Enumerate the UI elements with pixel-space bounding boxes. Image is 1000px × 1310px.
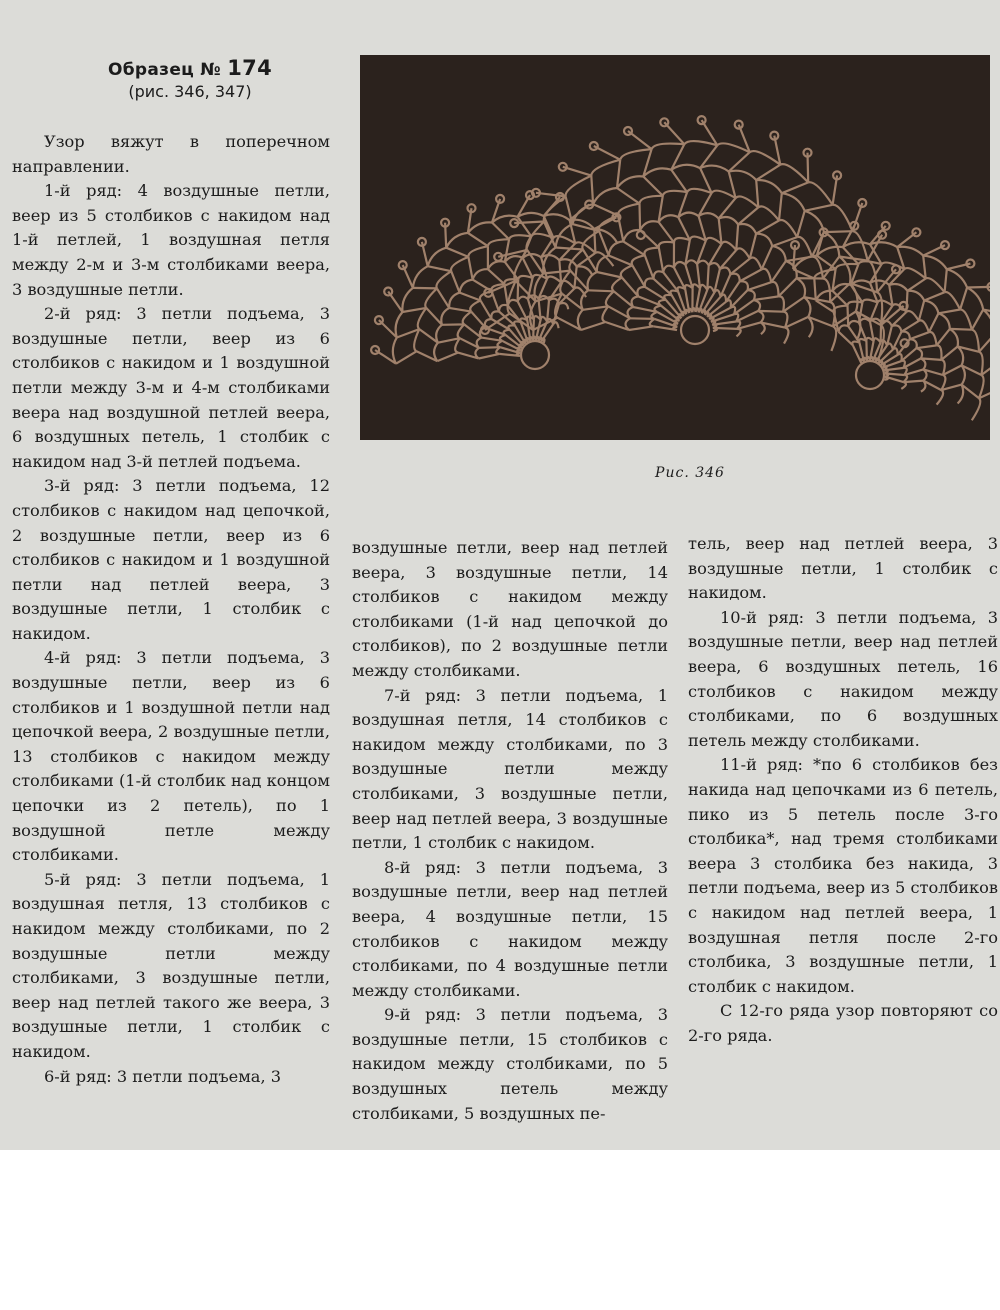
lace-loop bbox=[556, 231, 599, 250]
lace-loop bbox=[591, 176, 617, 205]
lace-loop bbox=[558, 310, 583, 330]
lace-loop bbox=[685, 240, 697, 265]
lace-loop bbox=[870, 303, 881, 323]
lace-loop bbox=[923, 369, 943, 380]
pattern-title bbox=[70, 56, 310, 80]
pattern-number: 174 bbox=[227, 56, 272, 80]
text-column-2 bbox=[352, 536, 668, 1126]
lace-mesh bbox=[371, 116, 990, 440]
paragraph: 8-й ряд: 3 петли подъема, 3 воздушные петли, веер над петлей веера, 4 воздушные петли, 15 столбиков с накидом между столбиками, по 4 воздушные петли между столбиками. bbox=[352, 857, 668, 1000]
lace-loop bbox=[643, 177, 687, 196]
paragraph: 2-й ряд: 3 петли подъема, 3 воздушные петли, веер из 6 столбиков с накидом и 1 воздушной петли между 3-м и 4-м столбиками веера над воздушной петлей веера, 6 воздушных петель, 1 столбик с накидом над 3-й петлей подъема. bbox=[12, 304, 330, 471]
lace-loop bbox=[921, 381, 941, 392]
lace-loop bbox=[750, 234, 762, 270]
lace-picot bbox=[698, 116, 706, 124]
lace-loop bbox=[438, 324, 464, 342]
paragraph: 1-й ряд: 4 воздушные петли, веер из 5 столбиков с накидом над 1-й петлей, 1 воздушная петля между 2-м и 3-м столбиками веера, 3 воздушные петли. bbox=[12, 181, 330, 299]
lace-loop bbox=[761, 322, 785, 334]
lace-loop bbox=[887, 326, 893, 349]
lace-loop bbox=[563, 160, 620, 176]
lace-loop bbox=[756, 165, 782, 194]
paragraph: воздушные петли, веер над петлей веера, 3 воздушные петли, 14 столбиков с накидом между столбиками (1-й над цепочкой до столбиков), по 2 воздушные петли между столбиками. bbox=[352, 538, 668, 680]
lace-loop bbox=[700, 168, 736, 198]
lace-loop bbox=[428, 257, 469, 271]
lace-loop bbox=[640, 204, 659, 231]
lace-loop bbox=[437, 288, 460, 308]
lace-fan-center bbox=[856, 361, 884, 389]
lace-loop bbox=[605, 318, 630, 330]
lace-loop bbox=[805, 205, 833, 232]
crochet-lace-image bbox=[360, 55, 990, 440]
lace-loop bbox=[877, 269, 896, 325]
lace-loop bbox=[536, 176, 591, 197]
lace-loop bbox=[678, 192, 698, 217]
lace-loop bbox=[617, 160, 643, 188]
lace-loop bbox=[697, 241, 709, 266]
lace-loop bbox=[451, 271, 472, 292]
lace-loop bbox=[700, 145, 729, 171]
lace-loop bbox=[979, 361, 990, 398]
lace-loop bbox=[499, 353, 520, 356]
lace-loop bbox=[916, 345, 936, 358]
lace-loop bbox=[458, 348, 479, 359]
lace-loop bbox=[426, 308, 449, 325]
lace-loop bbox=[850, 283, 877, 311]
lace-loop bbox=[697, 264, 707, 290]
lace-loop bbox=[643, 149, 671, 176]
lace-loop bbox=[853, 203, 868, 261]
pattern-figure-refs: (рис. 346, 347) bbox=[128, 82, 252, 101]
lace-loop bbox=[859, 303, 870, 323]
lace-loop bbox=[674, 243, 686, 268]
lace-picot bbox=[375, 316, 383, 324]
lace-loop bbox=[379, 312, 403, 338]
lace-loop bbox=[756, 221, 779, 247]
lace-loop bbox=[972, 310, 983, 352]
text-column-3 bbox=[688, 532, 998, 1048]
paragraph: 11-й ряд: *по 6 столбиков без накида над цепочками из 6 петель, пико из 5 петель после 3-го столбика*, над тремя столбиками веера 3 столбика без накида, 3 петли подъема, веер из 5 столбиков с накидом над петлей веера, 1 воздушная петля после 2-го столбика, 3 воздушные петли, 1 столбик с накидом. bbox=[688, 755, 999, 996]
lace-loop bbox=[446, 246, 488, 257]
lace-loop bbox=[962, 365, 982, 384]
lace-loop bbox=[808, 317, 833, 337]
lace-fan-center bbox=[681, 316, 709, 344]
lace-loop bbox=[709, 244, 722, 269]
lace-loop bbox=[960, 288, 972, 330]
lace-loop bbox=[779, 193, 797, 237]
lace-loop bbox=[939, 310, 961, 329]
lace-loop bbox=[782, 182, 808, 210]
paragraph: тель, веер над петлей веера, 3 воздушные петли, 1 столбик с накидом. bbox=[688, 534, 998, 603]
lace-loop bbox=[901, 381, 923, 389]
lace-loop bbox=[633, 306, 661, 312]
lace-loop bbox=[921, 358, 941, 369]
paragraph: 3-й ряд: 3 петли подъема, 12 столбиков с накидом над цепочкой, 2 воздушные петли, веер из 6 столбиков с накидом и 1 воздушной петли над петлей веера, 3 воздушные петли, 1 столбик с накидом. bbox=[12, 476, 330, 643]
lace-loop bbox=[645, 287, 672, 300]
lace-loop bbox=[597, 265, 633, 277]
lace-photo bbox=[360, 55, 990, 440]
lace-loop bbox=[417, 343, 438, 361]
lace-loop bbox=[719, 198, 738, 224]
lace-loop bbox=[541, 324, 553, 343]
lace-loop bbox=[713, 328, 737, 331]
lace-loop bbox=[629, 319, 655, 330]
lace-loop bbox=[609, 255, 645, 265]
lace-loop bbox=[870, 341, 874, 360]
lace-loop bbox=[851, 264, 870, 285]
lace-loop bbox=[833, 269, 851, 291]
lace-loop bbox=[758, 311, 783, 323]
lace-loop bbox=[983, 310, 990, 335]
lace-loop bbox=[449, 301, 480, 312]
paragraph: 5-й ряд: 3 петли подъема, 1 воздушная петля, 13 столбиков с накидом между столбиками, по 2 воздушные петли между столбиками, 3 воздушные петли, веер над петлей такого же веера, 3 воздушные петли, 1 столбик с накидом. bbox=[12, 869, 330, 1061]
paragraph: 6-й ряд: 3 петли подъема, 3 bbox=[44, 1066, 282, 1086]
lace-loop bbox=[699, 193, 719, 219]
lace-loop bbox=[754, 296, 779, 311]
lace-loop bbox=[897, 247, 926, 278]
lace-loop bbox=[460, 338, 482, 348]
lace-loop bbox=[958, 347, 979, 366]
lace-loop bbox=[950, 329, 972, 347]
lace-loop bbox=[468, 233, 509, 246]
lace-loop bbox=[779, 278, 797, 312]
lace-loop bbox=[797, 211, 812, 257]
lace-loop bbox=[468, 257, 488, 280]
text-column-1 bbox=[12, 130, 330, 1089]
lace-loop bbox=[539, 279, 550, 301]
lace-loop bbox=[659, 248, 674, 273]
lace-loop bbox=[659, 196, 679, 222]
paragraph: 4-й ряд: 3 петли подъема, 3 воздушные петли, веер из 6 столбиков и 1 воздушной петли над цепочкой веера, 2 воздушные петли, 13 столбиков с накидом между столбиками (1-й столбик над концом цепочки из 2 петель), по 1 воздушной петле между столбиками. bbox=[12, 648, 330, 865]
paragraph: 7-й ряд: 3 петли подъема, 1 воздушная петля, 14 столбиков с накидом между столбиками, по 3 воздушные петли между столбиками, 3 воздушные петли, веер над петлей веера, 3 воздушные петли, 1 столбик с накидом. bbox=[352, 685, 668, 853]
lace-loop bbox=[729, 152, 757, 180]
lace-loop bbox=[539, 299, 548, 322]
figure-caption: Рис. 346 bbox=[655, 465, 725, 481]
lace-loop bbox=[908, 279, 926, 301]
pattern-heading bbox=[70, 56, 310, 101]
lace-fan-center bbox=[521, 341, 549, 369]
paragraph: 10-й ряд: 3 петли подъема, 3 воздушные петли, веер над петлей веера, 6 воздушных петель, 16 столбиков с накидом между столбиками, по 6 воздушных петель между столбиками. bbox=[688, 607, 998, 750]
lace-loop bbox=[630, 312, 657, 319]
lace-loop bbox=[419, 325, 442, 343]
lace-loop bbox=[653, 326, 677, 330]
lace-loop bbox=[442, 312, 471, 325]
lace-loop bbox=[833, 175, 853, 231]
pattern-title-label: Образец № bbox=[107, 60, 222, 80]
paragraph: 9-й ряд: 3 петли подъема, 3 воздушные петли, 15 столбиков с накидом между столбиками, по 5 воздушных петель между столбиками, 5 воздушных пе- bbox=[352, 1005, 668, 1123]
lace-loop bbox=[884, 377, 903, 383]
paragraph: Узор вяжут в поперечном направлении. bbox=[12, 132, 330, 176]
lace-loop bbox=[937, 385, 962, 405]
lace-loop bbox=[958, 385, 979, 404]
lace-loop bbox=[422, 242, 446, 266]
lace-loop bbox=[885, 373, 904, 376]
lace-loop bbox=[714, 269, 720, 297]
paragraph: С 12-го ряда узор повторяют со 2-го ряда. bbox=[688, 1001, 998, 1045]
lace-loop bbox=[588, 278, 622, 292]
lace-loop bbox=[671, 144, 700, 169]
lace-loop bbox=[808, 153, 833, 205]
lace-loop bbox=[919, 301, 929, 333]
lace-loop bbox=[479, 341, 502, 348]
lace-loop bbox=[594, 146, 652, 160]
lace-loop bbox=[762, 246, 773, 282]
lace-loop bbox=[736, 225, 750, 259]
lace-loop bbox=[707, 265, 714, 292]
lace-loop bbox=[738, 207, 758, 233]
lace-loop bbox=[929, 313, 939, 345]
lace-loop bbox=[481, 335, 505, 341]
lace-loop bbox=[608, 306, 633, 318]
lace-loop bbox=[793, 269, 835, 279]
lace-loop bbox=[924, 292, 944, 313]
lace-loop bbox=[967, 287, 990, 310]
lace-picot bbox=[590, 142, 598, 150]
lace-loop bbox=[774, 136, 808, 183]
lace-loop bbox=[923, 256, 944, 293]
